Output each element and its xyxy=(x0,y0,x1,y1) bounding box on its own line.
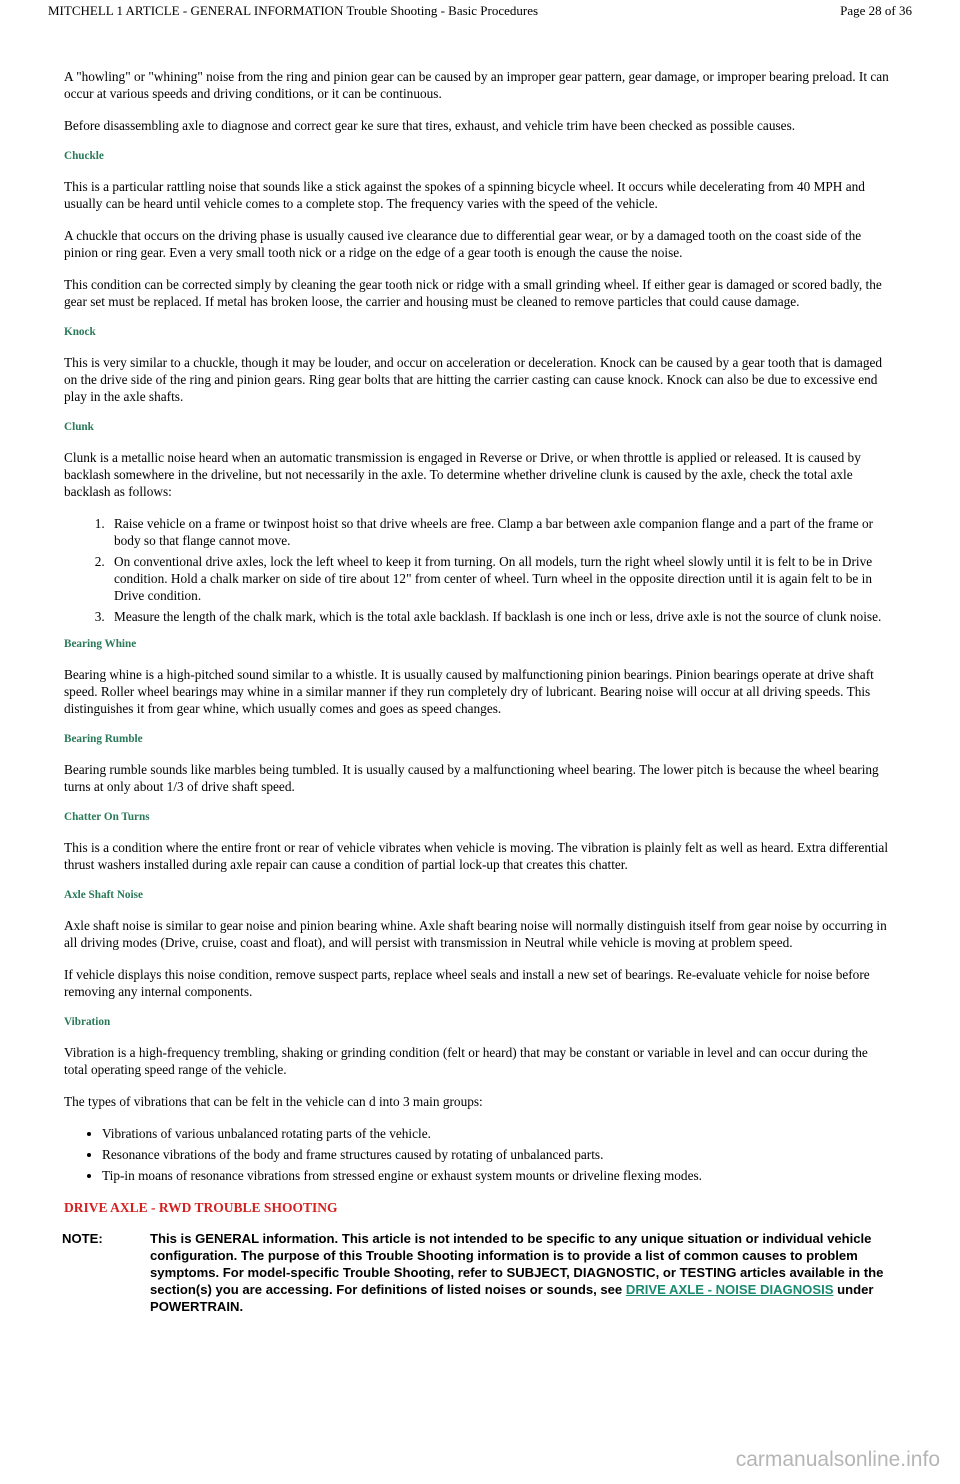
paragraph: Clunk is a metallic noise heard when an automatic transmission is engaged in Reverse or Drive, or when throttle is applied or released. It is caused by backlash somewhere in the driveline, but not necessarily in the axle. To determine whether driveline clunk is caused by the axle, check the total axle backlash as follows: xyxy=(64,450,861,499)
paragraph: This condition can be corrected simply by cleaning the gear tooth nick or ridge with a small grinding wheel. If either gear is damaged or scored badly, the gear set must be replaced. If metal has broken loose, the carrier and housing must be cleaned to remove particles that could cause damage. xyxy=(64,277,882,309)
heading-knock: Knock xyxy=(64,326,96,338)
paragraph: A chuckle that occurs on the driving phase is usually caused ive clearance due to differential gear wear, or by a damaged tooth on the coast side of the pinion or ring gear. Even a very small tooth nick or a ridge on the edge of a gear tooth is enough the cause the noise. xyxy=(64,228,862,260)
paragraph: Bearing rumble sounds like marbles being tumbled. It is usually caused by a malfunctioning wheel bearing. The lower pitch is because the wheel bearing turns at only about 1/3 of drive shaft speed. xyxy=(64,762,879,794)
paragraph: Vibration is a high-frequency trembling, shaking or grinding condition (felt or heard) that may be constant or variable in level and can occur during the total operating speed range of the vehicle. xyxy=(64,1045,868,1077)
paragraph: This is a particular rattling noise that sounds like a stick against the spokes of a spinning bicycle wheel. It occurs while decelerating from 40 MPH and usually can be heard until vehicle comes to a complete stop. The frequency varies with the speed of the vehicle. xyxy=(64,179,865,211)
list-item: • Resonance vibrations of the body and frame structures caused by rotating of unbalanced parts. xyxy=(102,1146,890,1163)
heading-bearing-whine: Bearing Whine xyxy=(64,638,137,650)
list-item: • Tip-in moans of resonance vibrations from stressed engine or exhaust system mounts or driveline flexing modes. xyxy=(102,1167,890,1184)
document-title: MITCHELL 1 ARTICLE - GENERAL INFORMATION Trouble Shooting - Basic Procedures xyxy=(48,3,539,18)
heading-chuckle: Chuckle xyxy=(64,150,104,162)
intro-paragraph: A "howling" or "whining" noise from the ring and pinion gear can be caused by an improper gear pattern, gear damage, or improper bearing preload. It can occur at various speeds and driving conditions, or it can be continuous. xyxy=(64,69,889,101)
note-label: NOTE: xyxy=(62,1231,103,1246)
page-header xyxy=(0,3,960,23)
heading-chatter: Chatter On Turns xyxy=(64,811,150,823)
page-number: Page 28 of 36 xyxy=(840,3,912,18)
article-body xyxy=(64,68,890,1315)
vibration-groups xyxy=(64,1125,890,1184)
paragraph: Bearing whine is a high-pitched sound similar to a whistle. It is usually caused by malfunctioning pinion bearings. Pinion bearings operate at drive shaft speed. Roller wheel bearings may whine in a similar manner if they run completely dry of lubricant. Bearing noise will occur at all driving speeds. This distinguishes it from gear whine, which usually comes and goes as speed changes. xyxy=(64,667,874,716)
paragraph: This is a condition where the entire front or rear of vehicle vibrates when vehicle is moving. The vibration is plainly felt as well as heard. Extra differential thrust washers installed during axle repair can cause a condition of partial lock-up that creates this chatter. xyxy=(64,840,889,872)
paragraph: Axle shaft noise is similar to gear noise and pinion bearing whine. Axle shaft bearing noise will normally distinguish itself from gear noise by occurring in all driving modes (Drive, cruise, coast and float), and will persist with transmission in Neutral while vehicle is moving at problem speed. xyxy=(64,918,887,950)
section-title: DRIVE AXLE - RWD TROUBLE SHOOTING xyxy=(64,1200,338,1215)
list-item: • Vibrations of various unbalanced rotating parts of the vehicle. xyxy=(102,1125,890,1142)
paragraph: The types of vibrations that can be felt in the vehicle can d into 3 main groups: xyxy=(64,1094,483,1109)
note-text xyxy=(150,1230,890,1315)
watermark: carmanualsonline.info xyxy=(735,1448,940,1471)
paragraph: If vehicle displays this noise condition, remove suspect parts, replace wheel seals and install a new set of bearings. Re-evaluate vehicle for noise before removing any internal components. xyxy=(64,967,870,999)
list-item: 2. On conventional drive axles, lock the left wheel to keep it from turning. On all models, turn the right wheel slowly until it is felt to be in Drive condition. Hold a chalk marker on side of tire about 12" from center of wheel. Turn wheel in the opposite direction until it is again felt to be in Drive condition. xyxy=(108,553,890,604)
paragraph: This is very similar to a chuckle, though it may be louder, and occur on acceleration or deceleration. Knock can be caused by a gear tooth that is damaged on the drive side of the ring and pinion gears. Ring gear bolts that are hitting the carrier casting can cause knock. Knock can also be due to excessive end play in the axle shafts. xyxy=(64,355,883,404)
backlash-steps xyxy=(64,515,890,625)
intro-paragraph: Before disassembling axle to diagnose and correct gear ke sure that tires, exhaust, and vehicle trim have been checked as possible causes. xyxy=(64,118,796,133)
note-tail: under POWERTRAIN. xyxy=(150,1282,874,1314)
note-body: This is GENERAL information. This article is not intended to be specific to any unique situation or individual vehicle configuration. The purpose of this Trouble Shooting information is to provide a list of common causes to problem symptoms. For model-specific Trouble Shooting, refer to SUBJECT, DIAGNOSTIC, or TESTING articles available in the section(s) you are accessing. For definitions of listed noises or sounds, see xyxy=(150,1231,884,1297)
heading-clunk: Clunk xyxy=(64,421,94,433)
list-item: 3. Measure the length of the chalk mark, which is the total axle backlash. If backlash is one inch or less, drive axle is not the source of clunk noise. xyxy=(108,608,890,625)
noise-diagnosis-link[interactable]: DRIVE AXLE - NOISE DIAGNOSIS xyxy=(625,1282,834,1297)
heading-vibration: Vibration xyxy=(64,1016,111,1028)
heading-bearing-rumble: Bearing Rumble xyxy=(64,733,143,745)
list-item: 1. Raise vehicle on a frame or twinpost hoist so that drive wheels are free. Clamp a bar between axle companion flange and a part of the frame or body so that flange cannot move. xyxy=(108,515,890,549)
note-box xyxy=(62,1230,890,1315)
heading-axle-shaft-noise: Axle Shaft Noise xyxy=(64,889,143,901)
